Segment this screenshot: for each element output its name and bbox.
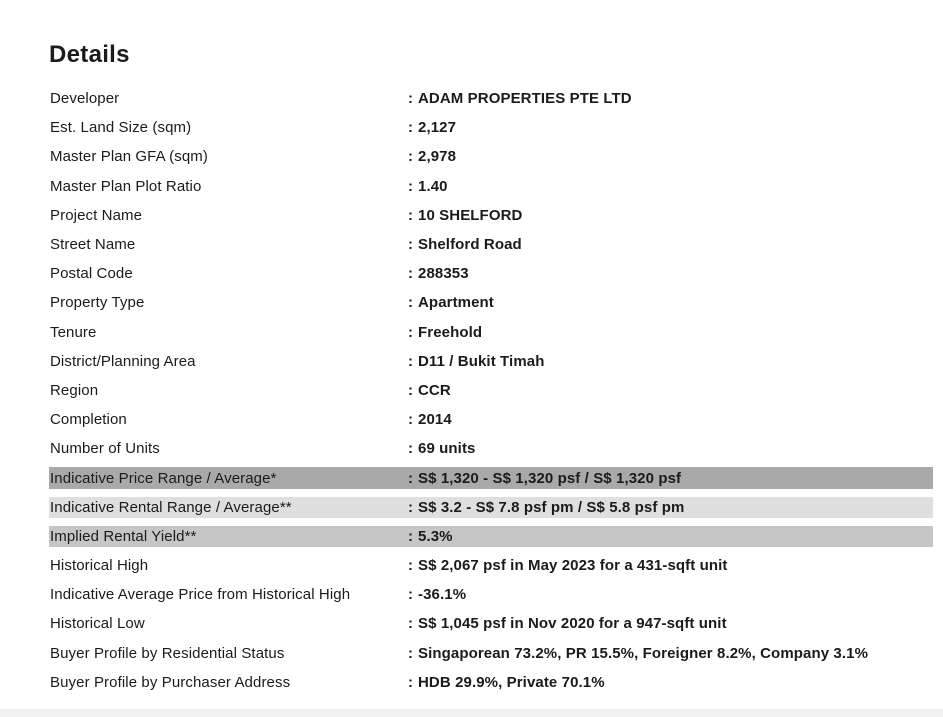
row-label: Region	[50, 381, 99, 399]
row-label: Property Type	[50, 294, 145, 312]
row-label: Developer	[50, 90, 120, 108]
row-value: HDB 29.9%, Private 70.1%	[418, 673, 605, 691]
table-row	[49, 434, 933, 463]
details-table	[49, 84, 933, 697]
row-value: Freehold	[418, 323, 483, 341]
row-value: 5.3%	[418, 527, 453, 545]
row-value: S$ 1,045 psf in Nov 2020 for a 947-sqft unit	[418, 615, 727, 633]
row-separator: :	[408, 586, 414, 604]
table-row	[49, 142, 933, 171]
page-title: Details	[49, 41, 130, 68]
row-value: S$ 3.2 - S$ 7.8 psf pm / S$ 5.8 psf pm	[418, 498, 685, 516]
row-separator: :	[408, 381, 414, 399]
row-separator: :	[408, 265, 414, 283]
row-label: Buyer Profile by Purchaser Address	[50, 673, 291, 691]
row-label: Master Plan GFA (sqm)	[50, 148, 208, 166]
table-row	[49, 230, 933, 259]
row-label: Buyer Profile by Residential Status	[50, 644, 285, 662]
table-row	[49, 551, 933, 580]
row-label: Project Name	[50, 206, 143, 224]
table-row	[49, 347, 933, 376]
row-label: Indicative Price Range / Average*	[50, 469, 277, 487]
row-value: 288353	[418, 265, 469, 283]
row-separator: :	[408, 411, 414, 429]
row-label: Indicative Average Price from Historical High	[50, 586, 351, 604]
table-row	[49, 84, 933, 113]
row-value: CCR	[418, 381, 451, 399]
table-row	[49, 172, 933, 201]
row-separator: :	[408, 644, 414, 662]
row-value: Singaporean 73.2%, PR 15.5%, Foreigner 8.2%, Company 3.1%	[418, 644, 869, 662]
row-value: D11 / Bukit Timah	[418, 352, 545, 370]
table-row	[49, 463, 933, 492]
table-row	[49, 288, 933, 317]
row-separator: :	[408, 527, 414, 545]
row-value: S$ 2,067 psf in May 2023 for a 431-sqft unit	[418, 557, 728, 575]
table-row	[49, 318, 933, 347]
row-value: Shelford Road	[418, 236, 522, 254]
table-row	[49, 522, 933, 551]
row-value: 69 units	[418, 440, 476, 458]
row-separator: :	[408, 557, 414, 575]
row-separator: :	[408, 206, 414, 224]
table-row	[49, 259, 933, 288]
table-row	[49, 580, 933, 609]
row-label: District/Planning Area	[50, 352, 196, 370]
table-row	[49, 639, 933, 668]
row-label: Postal Code	[50, 265, 133, 283]
row-separator: :	[408, 119, 414, 137]
row-label: Number of Units	[50, 440, 160, 458]
table-row	[49, 113, 933, 142]
row-separator: :	[408, 615, 414, 633]
row-separator: :	[408, 352, 414, 370]
row-label: Street Name	[50, 236, 136, 254]
row-value: 2014	[418, 411, 452, 429]
row-separator: :	[408, 323, 414, 341]
table-row	[49, 376, 933, 405]
row-value: ADAM PROPERTIES PTE LTD	[418, 90, 632, 108]
row-separator: :	[408, 673, 414, 691]
row-separator: :	[408, 498, 414, 516]
table-row	[49, 493, 933, 522]
row-label: Tenure	[50, 323, 97, 341]
row-label: Indicative Rental Range / Average**	[50, 498, 292, 516]
row-value: 1.40	[418, 177, 448, 195]
row-separator: :	[408, 177, 414, 195]
table-row	[49, 609, 933, 638]
row-separator: :	[408, 90, 414, 108]
row-value: 2,127	[418, 119, 457, 137]
row-separator: :	[408, 236, 414, 254]
row-separator: :	[408, 148, 414, 166]
row-value: Apartment	[418, 294, 494, 312]
row-value: -36.1%	[418, 586, 467, 604]
table-row	[49, 405, 933, 434]
table-row	[49, 201, 933, 230]
row-label: Historical High	[50, 557, 149, 575]
footer-band	[0, 709, 943, 717]
row-value: 2,978	[418, 148, 457, 166]
row-label: Master Plan Plot Ratio	[50, 177, 202, 195]
table-row	[49, 668, 933, 697]
row-separator: :	[408, 469, 414, 487]
row-label: Completion	[50, 411, 127, 429]
row-separator: :	[408, 294, 414, 312]
row-value: 10 SHELFORD	[418, 206, 523, 224]
row-separator: :	[408, 440, 414, 458]
row-label: Implied Rental Yield**	[50, 527, 197, 545]
row-value: S$ 1,320 - S$ 1,320 psf / S$ 1,320 psf	[418, 469, 682, 487]
row-label: Est. Land Size (sqm)	[50, 119, 192, 137]
row-label: Historical Low	[50, 615, 145, 633]
